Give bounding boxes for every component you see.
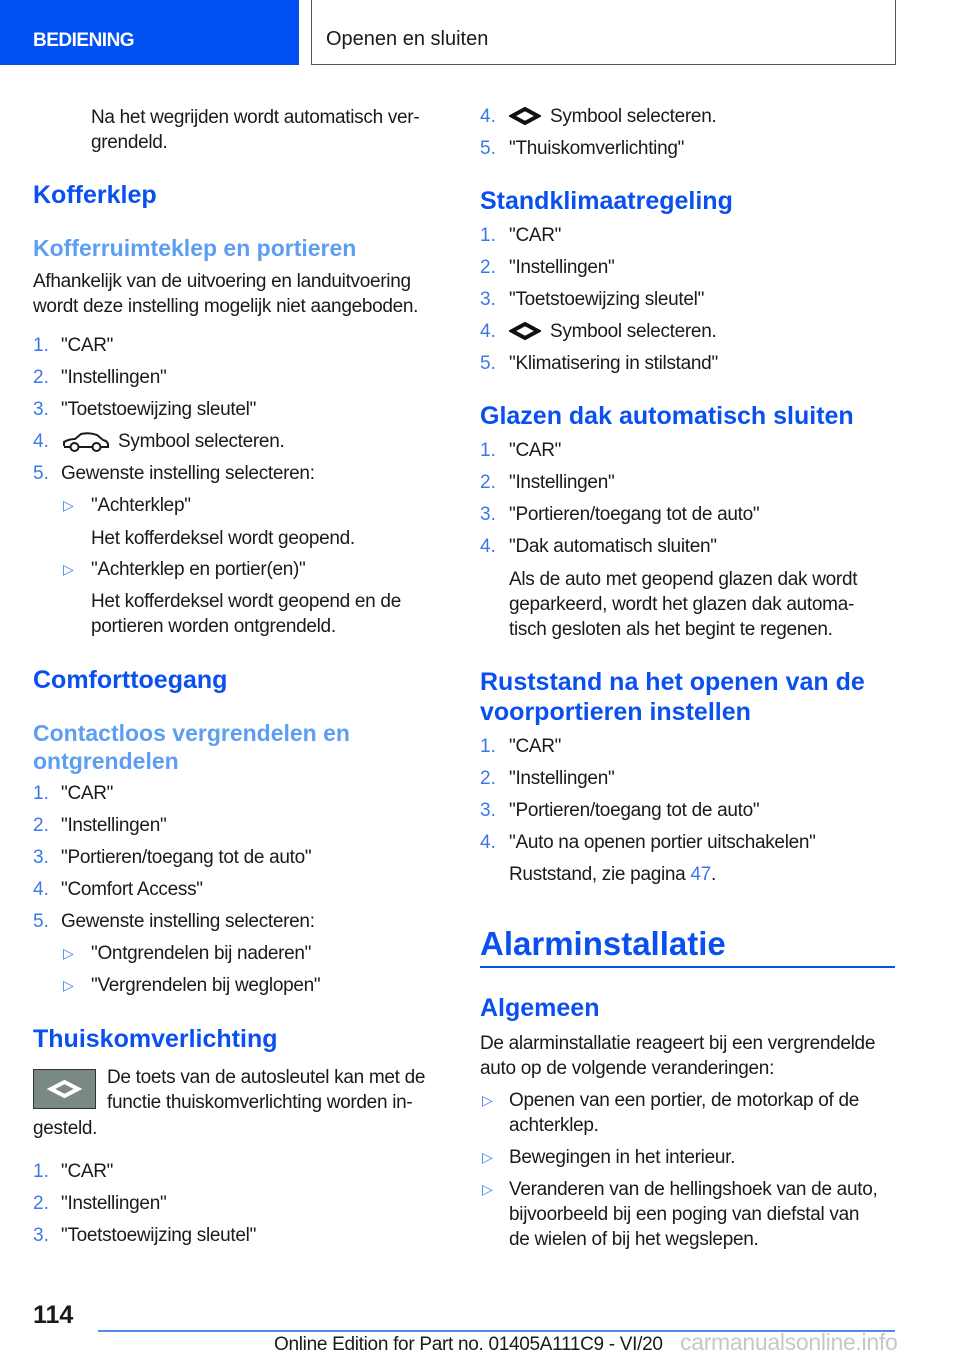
heading-standklimaatregeling: Standklimaatregeling [480,187,733,215]
step-number: 4. [480,321,496,342]
page-link[interactable]: 47 [690,864,711,885]
step-text: "Portieren/toegang tot de auto" [509,504,760,525]
option-text: "Achterklep" [91,495,191,516]
step-text: "CAR" [509,736,562,757]
heading-kofferklep: Kofferklep [33,181,157,209]
step-number: 3. [480,289,496,310]
step-number: 2. [33,815,49,836]
step-number: 4. [480,536,496,557]
step-number: 2. [480,257,496,278]
heading-comforttoegang: Comforttoegang [33,666,228,694]
paragraph: Afhankelijk van de uitvoering en landuitvoering [33,271,411,292]
subheading-contactloos: Contactloos vergrendelen en [33,720,350,746]
bullet-icon: ▷ [63,945,74,961]
watermark: carmanualsonline.info [680,1329,898,1355]
bullet-text: Openen van een portier, de motorkap of de [509,1090,859,1111]
bullet-text: achterklep. [509,1115,599,1136]
step-text: "Instellingen" [509,472,615,493]
step-text: Symbool selecteren. [118,431,285,452]
bullet-icon: ▷ [482,1092,493,1108]
note-text: Ruststand, zie pagina [509,864,691,885]
subheading-kofferruimteklep: Kofferruimteklep en portieren [33,235,357,261]
step-number: 4. [480,832,496,853]
note [509,862,716,887]
step-number: 1. [480,440,496,461]
option-text: "Vergrendelen bij weglopen" [91,975,321,996]
step-number: 5. [480,353,496,374]
intro-line: grendeld. [91,132,168,153]
heading-thuiskomverlichting: Thuiskomverlichting [33,1025,278,1053]
step-number: 5. [33,911,49,932]
step-text: Symbool selecteren. [550,321,717,342]
key-button-diamond-icon [33,1069,96,1109]
note: Als de auto met geopend glazen dak wordt [509,569,858,590]
edition-text: Online Edition for Part no. 01405A111C9 - VI/20 [274,1334,663,1355]
bullet-icon: ▷ [482,1149,493,1165]
diamond-icon [509,106,541,126]
step-number: 3. [33,399,49,420]
step-number: 4. [480,106,496,127]
step-number: 3. [33,1225,49,1246]
step-number: 5. [33,463,49,484]
page-number: 114 [33,1301,74,1329]
step-text: "Instellingen" [509,768,615,789]
step-number: 4. [33,431,49,452]
paragraph: De alarminstallatie reageert bij een vergrendelde [480,1033,876,1054]
option-desc: Het kofferdeksel wordt geopend en de [91,591,401,612]
paragraph: De toets van de autosleutel kan met de [107,1067,426,1088]
step-number: 1. [480,736,496,757]
heading-underline [480,966,895,968]
step-text: "CAR" [509,440,562,461]
step-text: "Comfort Access" [61,879,203,900]
bullet-icon: ▷ [63,561,74,577]
step-text: "Portieren/toegang tot de auto" [61,847,312,868]
option-desc: Het kofferdeksel wordt geopend. [91,528,355,549]
step-number: 5. [480,138,496,159]
step-text: "Instellingen" [61,815,167,836]
bullet-text: bijvoorbeeld bij een poging van diefstal van [509,1204,860,1225]
bullet-icon: ▷ [482,1181,493,1197]
step-number: 3. [480,800,496,821]
subheading-contactloos: ontgrendelen [33,748,179,774]
option-text: "Ontgrendelen bij naderen" [91,943,312,964]
note-end: . [710,864,716,885]
step-text: "Dak automatisch sluiten" [509,536,717,557]
step-number: 2. [33,1193,49,1214]
heading-algemeen: Algemeen [480,994,600,1022]
step-number: 3. [480,504,496,525]
note: geparkeerd, wordt het glazen dak automa- [509,594,854,615]
step-number: 2. [480,472,496,493]
note: tisch gesloten als het begint te regenen. [509,619,833,640]
option-text: "Achterklep en portier(en)" [91,559,306,580]
diamond-icon [509,321,541,341]
heading-ruststand: voorportieren instellen [480,698,751,726]
paragraph: auto op de volgende veranderingen: [480,1058,775,1079]
step-number: 4. [33,879,49,900]
section-tab [0,0,299,65]
step-text: "CAR" [61,783,114,804]
heading-ruststand: Ruststand na het openen van de [480,668,865,696]
step-text: "Klimatisering in stilstand" [509,353,718,374]
step-number: 2. [33,367,49,388]
section-label: BEDIENING [33,30,135,51]
step-text: "Portieren/toegang tot de auto" [509,800,760,821]
paragraph: functie thuiskomverlichting worden in- [107,1092,413,1113]
step-text: "Toetstoewijzing sleutel" [61,399,257,420]
step-text: "Auto na openen portier uitschakelen" [509,832,816,853]
step-number: 1. [480,225,496,246]
step-text: Gewenste instelling selecteren: [61,911,315,932]
step-text: "Instellingen" [509,257,615,278]
step-text: "CAR" [509,225,562,246]
step-text: Gewenste instelling selecteren: [61,463,315,484]
step-number: 1. [33,1161,49,1182]
bullet-icon: ▷ [63,977,74,993]
step-number: 3. [33,847,49,868]
step-text: Symbool selecteren. [550,106,717,127]
bullet-text: Veranderen van de hellingshoek van de auto, [509,1179,878,1200]
step-text: "Instellingen" [61,1193,167,1214]
car-icon [61,430,111,454]
paragraph: gesteld. [33,1118,98,1139]
step-text: "CAR" [61,335,114,356]
step-number: 1. [33,783,49,804]
step-number: 2. [480,768,496,789]
step-text: "Toetstoewijzing sleutel" [509,289,705,310]
chapter-label: Openen en sluiten [326,28,489,50]
heading-alarminstallatie: Alarminstallatie [480,925,726,962]
step-number: 1. [33,335,49,356]
heading-glazen-dak: Glazen dak automatisch sluiten [480,402,854,430]
paragraph: wordt deze instelling mogelijk niet aangeboden. [33,296,419,317]
step-text: "CAR" [61,1161,114,1182]
step-text: "Instellingen" [61,367,167,388]
bullet-icon: ▷ [63,497,74,513]
option-desc: portieren worden ontgrendeld. [91,616,336,637]
step-text: "Toetstoewijzing sleutel" [61,1225,257,1246]
step-text: "Thuiskomverlichting" [509,138,685,159]
bullet-text: Bewegingen in het interieur. [509,1147,736,1168]
chapter-tab [311,0,896,65]
bullet-text: de wielen of bij het wegslepen. [509,1229,759,1250]
intro-line: Na het wegrijden wordt automatisch ver- [91,107,420,128]
